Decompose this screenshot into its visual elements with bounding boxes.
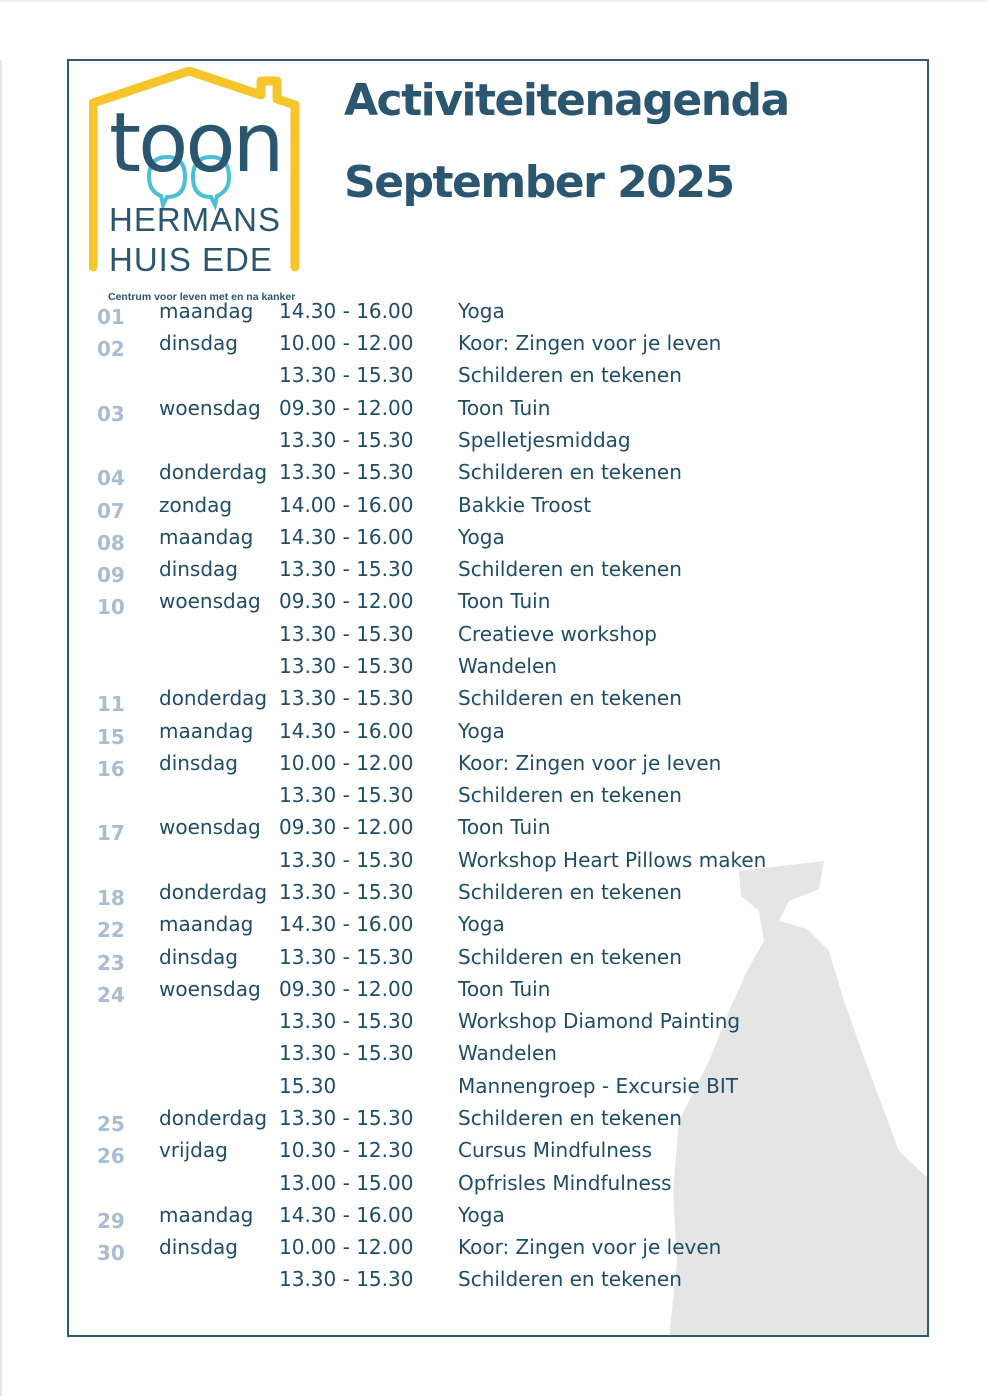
agenda-row <box>69 557 929 587</box>
agenda-time: 13.30 - 15.30 <box>279 783 414 807</box>
agenda-row <box>69 654 929 684</box>
agenda-date: 10 <box>97 595 125 619</box>
agenda-weekday: zondag <box>159 493 233 517</box>
agenda-row <box>69 751 929 781</box>
agenda-date: 07 <box>97 499 125 523</box>
agenda-time: 13.00 - 15.00 <box>279 1171 414 1195</box>
agenda-row <box>69 912 929 942</box>
agenda-weekday: dinsdag <box>159 331 238 355</box>
agenda-activity: Schilderen en tekenen <box>458 686 682 710</box>
agenda-activity: Yoga <box>458 912 505 936</box>
agenda-weekday: woensdag <box>159 589 261 613</box>
agenda-activity: Yoga <box>458 719 505 743</box>
agenda-date: 24 <box>97 983 125 1007</box>
agenda-time: 09.30 - 12.00 <box>279 815 414 839</box>
agenda-activity: Spelletjesmiddag <box>458 428 631 452</box>
agenda-row <box>69 1106 929 1136</box>
agenda-activity: Opfrisles Mindfulness <box>458 1171 672 1195</box>
agenda-activity: Schilderen en tekenen <box>458 557 682 581</box>
agenda-activity: Koor: Zingen voor je leven <box>458 331 722 355</box>
logo-tagline: Centrum voor leven met en na kanker <box>108 291 296 303</box>
agenda-row <box>69 719 929 749</box>
agenda-date: 25 <box>97 1112 125 1136</box>
agenda-activity: Wandelen <box>458 1041 557 1065</box>
agenda-date: 11 <box>97 692 125 716</box>
agenda-activity: Schilderen en tekenen <box>458 460 682 484</box>
agenda-activity: Koor: Zingen voor je leven <box>458 1235 722 1259</box>
agenda-time: 13.30 - 15.30 <box>279 557 414 581</box>
agenda-time: 14.30 - 16.00 <box>279 525 414 549</box>
agenda-time: 14.30 - 16.00 <box>279 1203 414 1227</box>
agenda-date: 30 <box>97 1241 125 1265</box>
agenda-date: 04 <box>97 466 125 490</box>
agenda-time: 10.30 - 12.30 <box>279 1138 414 1162</box>
agenda-row <box>69 493 929 523</box>
agenda-activity: Toon Tuin <box>458 589 551 613</box>
agenda-weekday: maandag <box>159 525 254 549</box>
agenda-date: 29 <box>97 1209 125 1233</box>
agenda-time: 13.30 - 15.30 <box>279 880 414 904</box>
page-top-edge <box>0 0 988 2</box>
agenda-row <box>69 880 929 910</box>
agenda-row <box>69 1074 929 1104</box>
agenda-time: 10.00 - 12.00 <box>279 331 414 355</box>
agenda-activity: Koor: Zingen voor je leven <box>458 751 722 775</box>
agenda-weekday: maandag <box>159 299 254 323</box>
agenda-activity: Yoga <box>458 299 505 323</box>
agenda-date: 09 <box>97 563 125 587</box>
agenda-activity: Workshop Diamond Painting <box>458 1009 741 1033</box>
agenda-weekday: woensdag <box>159 977 261 1001</box>
agenda-date: 17 <box>97 821 125 845</box>
agenda-time: 09.30 - 12.00 <box>279 396 414 420</box>
agenda-row <box>69 945 929 975</box>
agenda-list <box>69 61 929 1337</box>
agenda-date: 02 <box>97 337 125 361</box>
agenda-row <box>69 589 929 619</box>
agenda-activity: Toon Tuin <box>458 396 551 420</box>
agenda-row <box>69 686 929 716</box>
agenda-weekday: woensdag <box>159 815 261 839</box>
agenda-row <box>69 331 929 361</box>
agenda-date: 03 <box>97 402 125 426</box>
agenda-row <box>69 1267 929 1297</box>
agenda-weekday: maandag <box>159 912 254 936</box>
agenda-activity: Creatieve workshop <box>458 622 657 646</box>
agenda-row <box>69 1041 929 1071</box>
agenda-date: 18 <box>97 886 125 910</box>
agenda-time: 13.30 - 15.30 <box>279 848 414 872</box>
agenda-row <box>69 622 929 652</box>
agenda-activity: Mannengroep - Excursie BIT <box>458 1074 738 1098</box>
agenda-weekday: donderdag <box>159 880 268 904</box>
agenda-time: 10.00 - 12.00 <box>279 751 414 775</box>
agenda-weekday: donderdag <box>159 686 268 710</box>
agenda-activity: Wandelen <box>458 654 557 678</box>
agenda-row <box>69 1009 929 1039</box>
agenda-row <box>69 1138 929 1168</box>
logo-word: toon <box>109 96 282 191</box>
agenda-time: 13.30 - 15.30 <box>279 1106 414 1130</box>
logo-line-hermans: HERMANS <box>109 201 282 238</box>
agenda-activity: Schilderen en tekenen <box>458 1106 682 1130</box>
agenda-weekday: donderdag <box>159 1106 268 1130</box>
agenda-date: 08 <box>97 531 125 555</box>
agenda-row <box>69 396 929 426</box>
agenda-weekday: woensdag <box>159 396 261 420</box>
agenda-weekday: dinsdag <box>159 945 238 969</box>
agenda-row <box>69 1203 929 1233</box>
agenda-date: 15 <box>97 725 125 749</box>
agenda-time: 15.30 <box>279 1074 337 1098</box>
agenda-time: 13.30 - 15.30 <box>279 428 414 452</box>
agenda-time: 14.30 - 16.00 <box>279 299 414 323</box>
agenda-activity: Schilderen en tekenen <box>458 880 682 904</box>
agenda-weekday: maandag <box>159 719 254 743</box>
agenda-weekday: vrijdag <box>159 1138 228 1162</box>
agenda-time: 09.30 - 12.00 <box>279 589 414 613</box>
agenda-time: 13.30 - 15.30 <box>279 460 414 484</box>
agenda-activity: Schilderen en tekenen <box>458 783 682 807</box>
agenda-row <box>69 977 929 1007</box>
agenda-activity: Bakkie Troost <box>458 493 592 517</box>
agenda-row <box>69 363 929 393</box>
agenda-weekday: dinsdag <box>159 1235 238 1259</box>
agenda-time: 13.30 - 15.30 <box>279 1267 414 1291</box>
agenda-date: 22 <box>97 918 125 942</box>
agenda-weekday: dinsdag <box>159 557 238 581</box>
agenda-weekday: maandag <box>159 1203 254 1227</box>
agenda-row <box>69 460 929 490</box>
agenda-time: 14.30 - 16.00 <box>279 912 414 936</box>
agenda-weekday: dinsdag <box>159 751 238 775</box>
agenda-time: 14.00 - 16.00 <box>279 493 414 517</box>
page-subtitle: September 2025 <box>344 157 734 208</box>
agenda-row <box>69 428 929 458</box>
agenda-time: 13.30 - 15.30 <box>279 686 414 710</box>
agenda-activity: Yoga <box>458 1203 505 1227</box>
agenda-row <box>69 815 929 845</box>
agenda-date: 01 <box>97 305 125 329</box>
agenda-time: 13.30 - 15.30 <box>279 622 414 646</box>
agenda-frame <box>67 59 929 1337</box>
agenda-time: 13.30 - 15.30 <box>279 654 414 678</box>
page-left-edge <box>0 60 2 1396</box>
agenda-activity: Schilderen en tekenen <box>458 945 682 969</box>
agenda-activity: Workshop Heart Pillows maken <box>458 848 767 872</box>
agenda-row <box>69 783 929 813</box>
agenda-activity: Schilderen en tekenen <box>458 363 682 387</box>
agenda-time: 14.30 - 16.00 <box>279 719 414 743</box>
agenda-date: 26 <box>97 1144 125 1168</box>
agenda-row <box>69 525 929 555</box>
agenda-activity: Cursus Mindfulness <box>458 1138 653 1162</box>
agenda-time: 13.30 - 15.30 <box>279 363 414 387</box>
agenda-weekday: donderdag <box>159 460 268 484</box>
agenda-activity: Yoga <box>458 525 505 549</box>
logo-line-huis-ede: HUIS EDE <box>109 241 273 278</box>
agenda-activity: Schilderen en tekenen <box>458 1267 682 1291</box>
agenda-row <box>69 848 929 878</box>
agenda-date: 16 <box>97 757 125 781</box>
agenda-row <box>69 1171 929 1201</box>
agenda-time: 13.30 - 15.30 <box>279 945 414 969</box>
agenda-date: 23 <box>97 951 125 975</box>
agenda-row <box>69 1235 929 1265</box>
agenda-activity: Toon Tuin <box>458 977 551 1001</box>
agenda-time: 13.30 - 15.30 <box>279 1009 414 1033</box>
page-title: Activiteitenagenda <box>344 75 789 126</box>
agenda-activity: Toon Tuin <box>458 815 551 839</box>
agenda-time: 10.00 - 12.00 <box>279 1235 414 1259</box>
agenda-time: 09.30 - 12.00 <box>279 977 414 1001</box>
agenda-time: 13.30 - 15.30 <box>279 1041 414 1065</box>
agenda-row <box>69 299 929 329</box>
